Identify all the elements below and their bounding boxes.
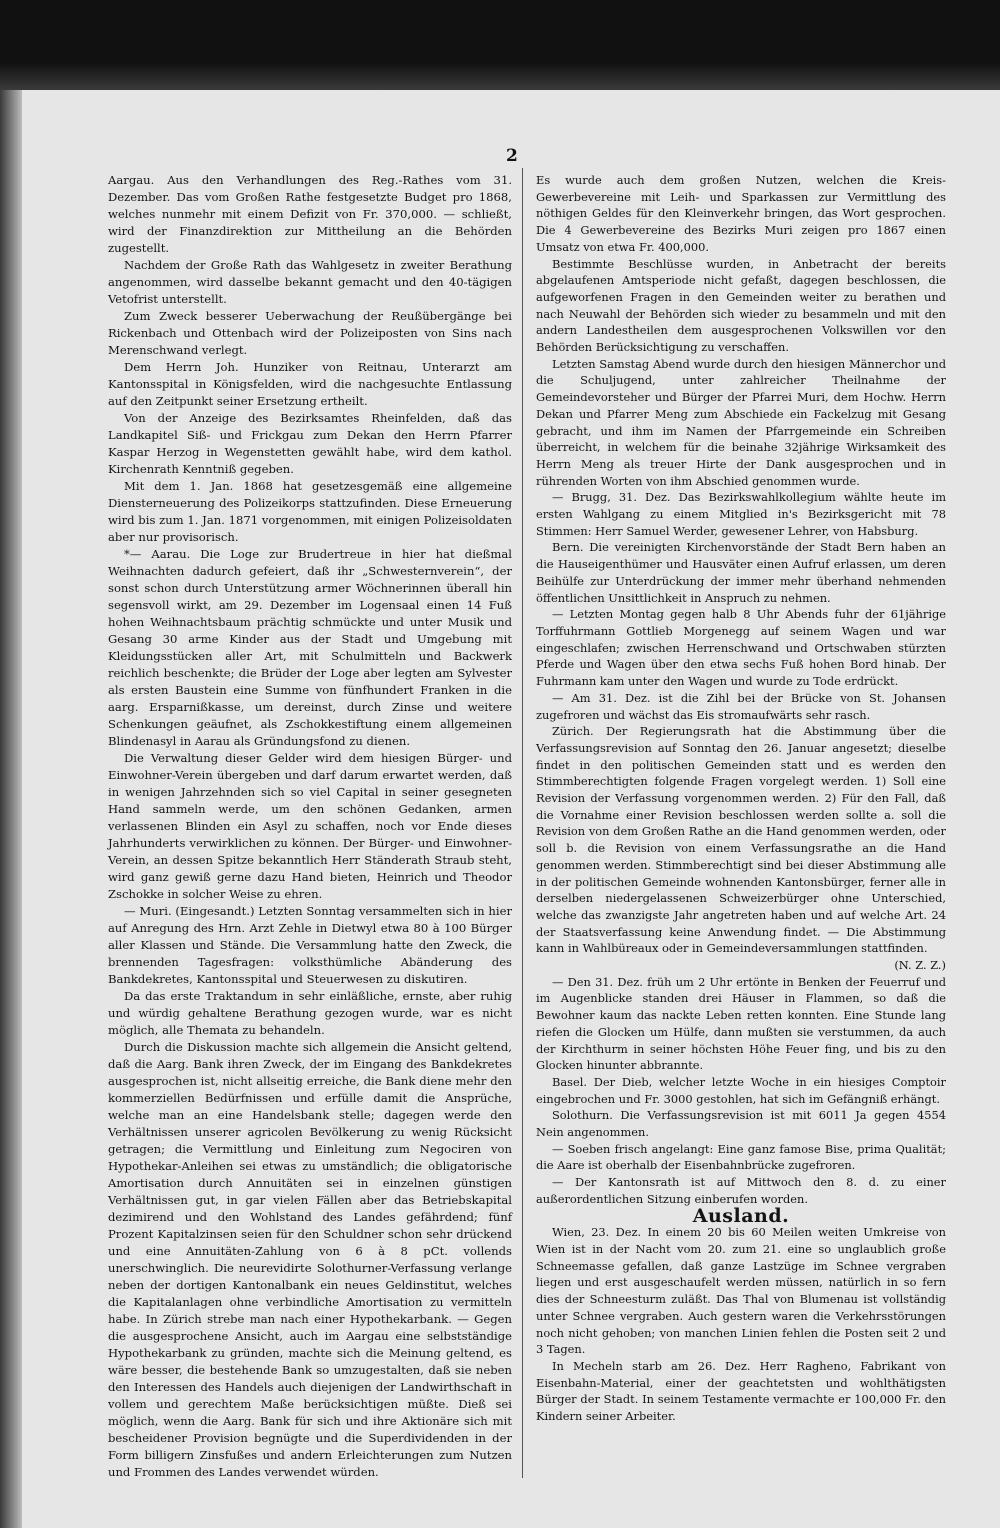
paragraph: Nachdem der Große Rath das Wahlgesetz in zweiter Berathung angenommen, wird dasselbe bekannt gemacht und den 40-tägigen Vetofrist unterstellt.: [108, 258, 512, 306]
paragraph: Die Verwaltung dieser Gelder wird dem hiesigen Bürger- und Einwohner-Verein übergeben und darf darum erwartet werden, daß in wenigen Jahrzehnden sich so viel Capital in seiner gesegneten Hand sammeln werde, um den schönen Gedanken, armen verlassenen Blinden ein Asyl zu schaffen, noch vor Ende dieses Jahrhunderts verwirklichen zu können. Der Bürger- und Einwohner-Verein, an dessen Spitze bekanntlich Herr Ständerath Straub steht, wird ganz gewiß gerne dazu Hand bieten, Heinrich und Theodor Zschokke in solcher Weise zu ehren.: [108, 751, 512, 901]
section-heading-ausland: Ausland.: [692, 1204, 790, 1227]
column-divider: [522, 168, 523, 1478]
page-number: 2: [506, 146, 518, 166]
paragraph: Es wurde auch dem großen Nutzen, welchen die Kreis-Gewerbevereine mit Leih- und Sparkassen zur Vermittlung des nöthigen Geldes für den Kleinverkehr bringen, das Wort gesprochen. Die 4 Gewerbevereine des Bezirks Muri zeigen pro 1867 einen Umsatz von etwa Fr. 400,000.: [536, 173, 946, 254]
paragraph: Letzten Samstag Abend wurde durch den hiesigen Männerchor und die Schuljugend, unter zahlreicher Theilnahme der Gemeindevorsteher und Bürger der Pfarrei Muri, dem Hochw. Herrn Dekan und Pfarrer Meng zum Abschiede ein Fackelzug mit Gesang gebracht, und ihm im Namen der Pfarrgemeinde ein Schreiben überreicht, in welchem für die beinahe 32jährige Wirksamkeit des Herrn Meng als treuer Hirte der Dank ausgesprochen und in rührenden Worten von ihm Abschied genommen wurde.: [536, 356, 946, 488]
paragraph: — Am 31. Dez. ist die Zihl bei der Brücke von St. Johansen zugefroren und wächst das Eis stromaufwärts sehr rasch.: [536, 690, 946, 722]
paragraph: — Soeben frisch angelangt: Eine ganz famose Bise, prima Qualität; die Aare ist oberhalb der Eisenbahnbrücke zugefroren.: [536, 1141, 946, 1173]
article-aarau: *— Aarau. Die Loge zur Brudertreue in hier hat dießmal Weihnachten dadurch gefeiert, daß ihr „Schwesternverein“, der sonst schon durch Unterstützung armer Wöchnerinnen überall hin segensvoll wirkt, am 29. Dezember im Logensaal einen 14 Fuß hohen Weihnachtsbaum prächtig schmückte und unter Musik und Gesang 30 arme Kinder aus der Stadt und Umgebung mit Kleidungsstücken aller Art, mit Schulmitteln und Backwerk reichlich beschenkte; die Brüder der Loge aber legten am Sylvester als ersten Baustein eine Summe von fünfhundert Franken in die aarg. Ersparnißkasse, um dereinst, durch Zinse und weitere Schenkungen geäufnet, als Zschokkestiftung einem allgemeinen Blindenasyl in Aarau als Gründungsfond zu dienen.: [108, 547, 512, 748]
paragraph: Zum Zweck besserer Ueberwachung der Reußübergänge bei Rickenbach und Ottenbach wird der Polizeiposten von Sins nach Merenschwand verlegt.: [108, 309, 512, 357]
article-bern: Bern. Die vereinigten Kirchenvorstände der Stadt Bern haben an die Hauseigenthümer und Hausväter einen Aufruf erlassen, um deren Beihülfe zur Unterdrückung der immer mehr überhand nehmenden öffentlichen Unsittlichkeit in Anspruch zu nehmen.: [536, 540, 946, 605]
paragraph: Da das erste Traktandum in sehr einläßliche, ernste, aber ruhig und würdig gehaltene Berathung gezogen wurde, war es nicht möglich, alle Themata zu behandeln.: [108, 989, 512, 1037]
paragraph: Mit dem 1. Jan. 1868 hat gesetzesgemäß eine allgemeine Diensterneuerung des Polizeikorps stattzufinden. Diese Erneuerung wird bis zum 1. Jan. 1871 vorgenommen, mit einigen Polizeisoldaten aber nur provisorisch.: [108, 479, 512, 544]
right-column: [536, 172, 946, 1425]
source-signature: (N. Z. Z.): [894, 958, 946, 973]
scan-border-top: [0, 0, 1000, 90]
left-column: [108, 172, 512, 1481]
article-solothurn: Solothurn. Die Verfassungsrevision ist mit 6011 Ja gegen 4554 Nein angenommen.: [536, 1108, 946, 1140]
paragraph: — Letzten Montag gegen halb 8 Uhr Abends fuhr der 61jährige Torffuhrmann Gottlieb Morgenegg auf seinem Wagen und war eingeschlafen; zwischen Herrenschwand und Ortschwaben stürzten Pferde und Wagen über den etwa sechs Fuß hohen Bord hinab. Der Fuhrmann kam unter den Wagen und wurde zu Tode erdrückt.: [536, 607, 946, 689]
article-basel: Basel. Der Dieb, welcher letzte Woche in ein hiesiges Comptoir eingebrochen und Fr. 3000 gestohlen, hat sich im Gefängniß erhängt.: [536, 1074, 946, 1106]
article-aargau: Aargau. Aus den Verhandlungen des Reg.-Rathes vom 31. Dezember. Das vom Großen Rathe festgesetzte Budget pro 1868, welches nunmehr mit einem Defizit von Fr. 370,000. — schließt, wird der Finanzdirektion zur Mittheilung an die Behörden zugestellt.: [108, 173, 512, 255]
article-brugg: — Brugg, 31. Dez. Das Bezirkswahlkollegium wählte heute im ersten Wahlgang zu einem Mitglied in's Bezirksgericht mit 78 Stimmen: Herr Samuel Werder, gewesener Lehrer, von Habsburg.: [536, 490, 946, 538]
paragraph: Bestimmte Beschlüsse wurden, in Anbetracht der bereits abgelaufenen Amtsperiode nicht gefaßt, dagegen beschlossen, die aufgeworfenen Fragen in den Gemeinden weiter zu berathen und nach Neuwahl der Behörden sich wieder zu besammeln und mit den andern Landestheilen dem ausgesprochenen Volkswillen vor den Behörden Berücksichtigung zu verschaffen.: [536, 256, 946, 355]
paragraph: Durch die Diskussion machte sich allgemein die Ansicht geltend, daß die Aarg. Bank ihren Zweck, der im Eingang des Bankdekretes ausgesprochen ist, nicht allseitig erreiche, die Bank diene mehr den kommerziellen Bedürfnissen und erfülle damit die Ansprüche, welche man an eine Handelsbank stelle; dagegen werde den Verhältnissen unserer agricolen Bevölkerung zu wenig Rücksicht getragen; die Vermittlung und Einleitung zum Negociren von Hypothekar-Anleihen sei etwas zu umständlich; die obligatorische Amortisation durch Annuitäten sei in einzelnen günstigen Verhältnissen gut, in gar vielen Fällen aber das Betriebskapital dezimirend und den Wohlstand des Landes gefährdend; fünf Prozent Kapitalzinsen seien für den Schuldner schon sehr drückend und eine Annuitäten-Zahlung von 6 à 8 pCt. vollends unerschwinglich. Die neurevidirte Solothurner-Verfassung verlange neben der dortigen Kantonalbank ein neues Geldinstitut, welches die Kapitalanlagen ohne verbindliche Amortisation zu vermitteln habe. In Zürich strebe man nach einer Hypothekarbank. — Gegen die ausgesprochene Ansicht, auch im Aargau eine selbstständige Hypothekarbank zu gründen, machte sich die Meinung geltend, es wäre besser, die bestehende Bank so umzugestalten, daß sie neben den Interessen des Handels auch diejenigen der Landwirthschaft in vollem und gerechtem Maße berücksichtigen müßte. Dieß sei möglich, wenn die Aarg. Bank für sich und ihre Aktionäre sich mit bescheidener Provision begnügte und die Superdividenden in der Form billigern Zinsfußes und andern Erleichterungen zum Nutzen und Frommen des Landes verwendet würden.: [108, 1040, 512, 1479]
article-mecheln: In Mecheln starb am 26. Dez. Herr Ragheno, Fabrikant von Eisenbahn-Material, einer der geachtetsten und wohlthätigsten Bürger der Stadt. In seinem Testamente vermachte er 100,000 Fr. den Kindern seiner Arbeiter.: [536, 1358, 946, 1424]
article-wien: Wien, 23. Dez. In einem 20 bis 60 Meilen weiten Umkreise von Wien ist in der Nacht vom 20. zum 21. eine so unglaublich große Schneemasse gefallen, daß ganze Lastzüge im Schnee vergraben liegen und erst ausgeschaufelt werden müssen, natürlich in so fern dies der Schneesturm zuläßt. Das Thal von Blumenau ist vollständig unter Schnee vergraben. Auch gestern waren die Verkehrsstörungen noch nicht gehoben; von manchen Linien fehlen die Posten seit 2 und 3 Tagen.: [536, 1225, 946, 1357]
scan-border-left: [0, 90, 22, 1528]
paragraph: Von der Anzeige des Bezirksamtes Rheinfelden, daß das Landkapitel Siß- und Frickgau zum Dekan den Herrn Pfarrer Kaspar Herzog in Wegenstetten gewählt habe, wird dem kathol. Kirchenrath Kenntniß gegeben.: [108, 411, 512, 476]
article-zuerich: Zürich. Der Regierungsrath hat die Abstimmung über die Verfassungsrevision auf Sonntag den 26. Januar angesetzt; dieselbe findet in den politischen Gemeinden statt und es werden den Stimmberechtigten folgende Fragen vorgelegt werden. 1) Soll eine Revision der Verfassung vorgenommen werden. 2) Für den Fall, daß die Vornahme einer Revision beschlossen werden sollte a. soll die Revision von dem Großen Rathe an die Hand genommen werden, oder soll b. die Revision von einem Verfassungsrathe an die Hand genommen werden. Stimmberechtigt sind bei dieser Abstimmung alle in der politischen Gemeinde wohnenden Kantonsbürger, ferner alle in derselben niedergelassenen Schweizerbürger ohne Unterschied, welche das zwanzigste Jahr angetreten haben und auf welche Art. 24 der Staatsverfassung keine Anwendung findet. — Die Abstimmung kann in Wahlbüreaux oder in Gemeindeversammlungen stattfinden.: [536, 724, 946, 956]
paragraph: Dem Herrn Joh. Hunziker von Reitnau, Unterarzt am Kantonsspital in Königsfelden, wird die nachgesuchte Entlassung auf den Zeitpunkt seiner Ersetzung ertheilt.: [108, 360, 512, 408]
article-muri: — Muri. (Eingesandt.) Letzten Sonntag versammelten sich in hier auf Anregung des Hrn. Arzt Zehle in Dietwyl etwa 80 à 100 Bürger aller Klassen und Stände. Die Versammlung hatte den Zweck, die brennenden Tagesfragen: volksthümliche Abänderung des Bankdekretes, Kantonsspital und Steuerwesen zu diskutiren.: [108, 904, 512, 986]
paragraph: — Den 31. Dez. früh um 2 Uhr ertönte in Benken der Feuerruf und im Augenblicke standen drei Häuser in Flammen, so daß die Bewohner kaum das nackte Leben retten konnten. Eine Stunde lang riefen die Glocken um Hülfe, dann mußten sie verstummen, da auch der Kirchthurm in seiner höchsten Höhe Feuer fing, und bis zu den Glocken hinunter abbrannte.: [536, 974, 946, 1073]
paragraph: — Der Kantonsrath ist auf Mittwoch den 8. d. zu einer außerordentlichen Sitzung einberufen worden.: [536, 1175, 946, 1206]
